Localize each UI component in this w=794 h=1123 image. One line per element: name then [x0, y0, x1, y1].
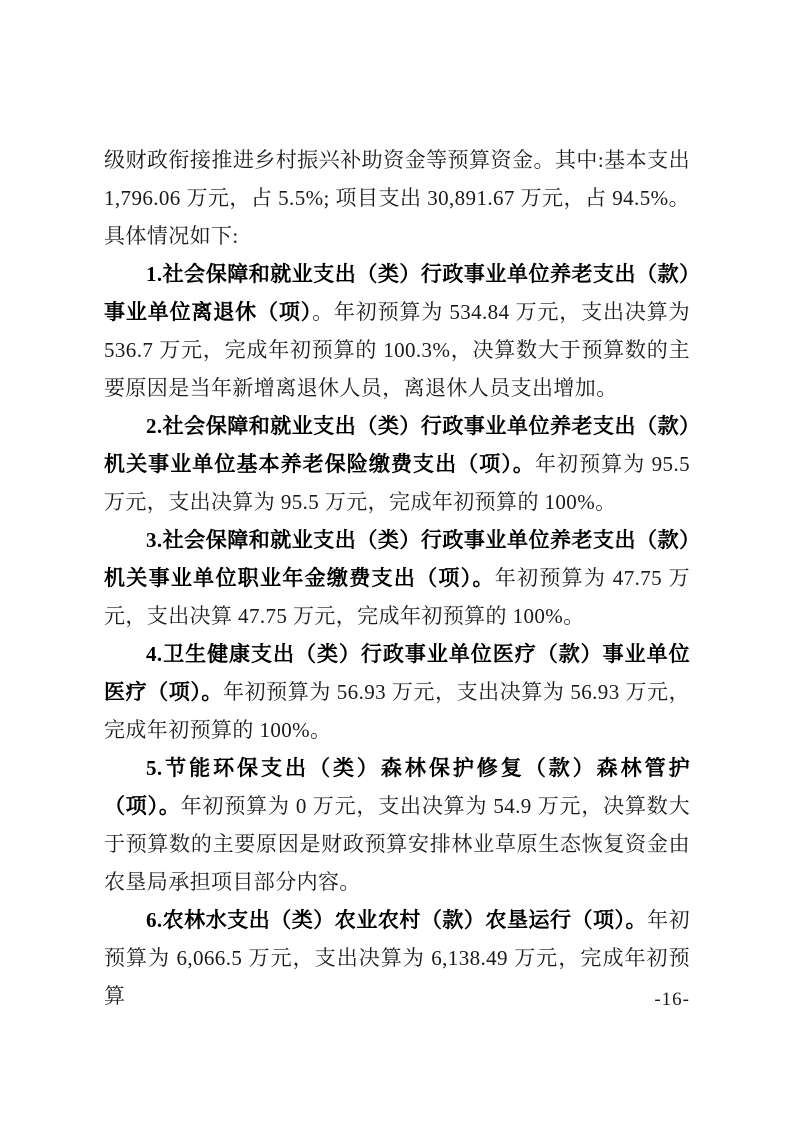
item-heading-text: 4.卫生健康支出（类）行政事业单位医疗（款）事业单位医疗（项）。 — [104, 642, 690, 704]
body-text: 。年初预算为 534.84 万元，支出决算为 536.7 万元，完成年初预算的 100.3%，决算数大于预算数的主要原因是当年新增离退休人员，离退休人员支出增加。 — [104, 300, 690, 400]
item-1-paragraph — [104, 255, 690, 407]
item-3-paragraph — [104, 521, 690, 635]
item-heading-text: 3.社会保障和就业支出（类）行政事业单位养老支出（款）机关事业单位职业年金缴费支出（项）。 — [104, 528, 690, 590]
intro-paragraph — [104, 141, 690, 255]
item-6-paragraph — [104, 901, 690, 1015]
document-body — [104, 141, 690, 1015]
item-4-paragraph — [104, 635, 690, 749]
item-heading-text: 2.社会保障和就业支出（类）行政事业单位养老支出（款）机关事业单位基本养老保险缴费支出（项）。 — [104, 414, 690, 476]
page-number: -16- — [654, 989, 690, 1010]
body-text: 年初预算为 6,066.5 万元，支出决算为 6,138.49 万元，完成年初预算 — [104, 908, 690, 1008]
body-text: 年初预算为 0 万元，支出决算为 54.9 万元，决算数大于预算数的主要原因是财政预算安排林业草原生态恢复资金由农垦局承担项目部分内容。 — [104, 794, 690, 894]
body-text: 级财政衔接推进乡村振兴补助资金等预算资金。其中:基本支出 1,796.06 万元，占 5.5%; 项目支出 30,891.67 万元，占 94.5%。具体情况如下: — [104, 148, 690, 248]
body-text: 年初预算为 56.93 万元，支出决算为 56.93 万元，完成年初预算的 100%。 — [104, 680, 691, 742]
body-text: 年初预算为 47.75 万元，支出决算 47.75 万元，完成年初预算的 100%。 — [104, 566, 691, 628]
item-2-paragraph — [104, 407, 690, 521]
item-heading-text: 6.农林水支出（类）农业农村（款）农垦运行（项）。 — [146, 908, 648, 932]
item-5-paragraph — [104, 749, 690, 901]
item-heading-text: 5.节能环保支出（类）森林保护修复（款）森林管护（项）。 — [104, 756, 690, 818]
item-heading-text: 1.社会保障和就业支出（类）行政事业单位养老支出（款）事业单位离退休（项） — [104, 262, 690, 324]
body-text: 年初预算为 95.5 万元，支出决算为 95.5 万元，完成年初预算的 100%。 — [104, 452, 691, 514]
